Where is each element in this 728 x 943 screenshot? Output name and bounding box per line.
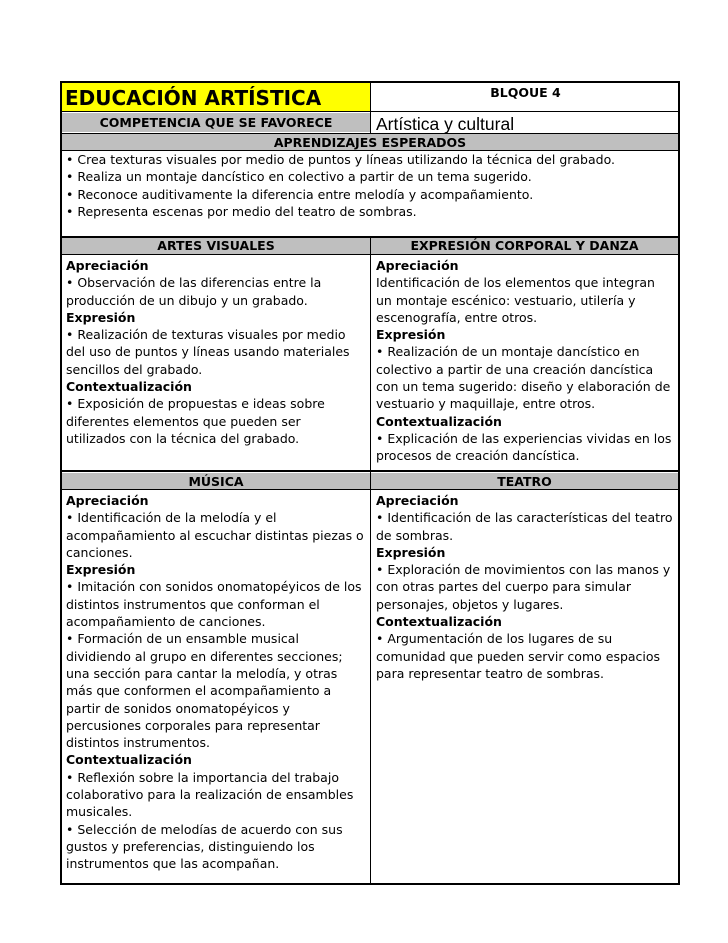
section-heading: Contextualización [376,413,502,429]
content-line: • Formación de un ensamble musical [66,631,299,647]
competency-value: Artística y cultural [376,114,515,134]
content-line: comunidad que pueden servir como espacios [376,648,661,664]
content-line: distintos instrumentos que conforman el [66,596,320,612]
content-line: del uso de puntos y líneas usando materiales [66,344,350,360]
content-line: con un tema sugerido: diseño y elaboración de [376,379,671,395]
dance-heading: EXPRESIÓN CORPORAL Y DANZA [371,238,678,254]
content-line: • Explicación de las experiencias vividas en los [376,430,672,446]
content-line: acompañamiento al escuchar distintas piezas o [66,527,364,543]
content-line: con otras partes del cuerpo para simular [376,579,632,595]
theater-heading: TEATRO [371,473,678,490]
content-line: escenografía, entre otros. [376,309,538,325]
content-line: diferentes elementos que pueden ser [66,413,301,429]
list-item: • Realiza un montaje dancístico en colectivo a partir de un tema sugerido. [66,169,532,185]
visual-arts-heading: ARTES VISUALES [62,238,370,254]
expected-learning-heading: APRENDIZAJES ESPERADOS [62,134,678,151]
section-heading: Expresión [376,544,446,560]
content-line: canciones. [66,544,133,560]
content-line: distintos instrumentos. [66,735,210,751]
content-line: más que conformen el acompañamiento a [66,683,332,699]
content-line: colaborativo para la realización de ensambles [66,787,354,803]
content-line: de sombras. [376,527,454,543]
section-heading: Apreciación [376,258,459,273]
competency-label: COMPETENCIA QUE SE FAVORECE [62,113,370,132]
list-item: • Crea texturas visuales por medio de puntos y líneas utilizando la técnica del grabado. [66,152,615,167]
expected-learning-list [62,151,678,237]
planning-table [60,81,680,885]
content-line: una sección para cantar la melodía, y otras [66,665,338,681]
section-heading: Apreciación [376,493,459,508]
content-line: Identificación de los elementos que integran [376,275,655,291]
section-heading: Contextualización [376,614,502,630]
block-label: BLQOUE 4 [490,85,561,100]
content-line: • Identificación de la melodía y el [66,510,277,526]
content-line: • Reflexión sobre la importancia del trabajo [66,769,339,785]
section-heading: Expresión [376,327,446,343]
content-line: para representar teatro de sombras. [376,665,605,681]
music-content [62,490,370,883]
section-heading: Apreciación [66,258,149,273]
content-line: • Realización de texturas visuales por medio [66,327,346,343]
content-line: sencillos del grabado. [66,361,203,377]
list-item: • Reconoce auditivamente la diferencia entre melodía y acompañamiento. [66,186,534,202]
section-heading: Expresión [66,562,136,578]
subject-title: EDUCACIÓN ARTÍSTICA [62,83,370,112]
content-line: vestuario y maquillaje, entre otros. [376,396,596,412]
content-line: utilizados con la técnica del grabado. [66,430,300,446]
content-line: producción de un dibujo y un grabado. [66,292,308,308]
content-line: • Selección de melodías de acuerdo con sus [66,821,343,837]
content-line: dividiendo al grupo en diferentes secciones; [66,648,343,664]
content-line: • Exposición de propuestas e ideas sobre [66,396,325,412]
content-line: instrumentos que las acompañan. [66,856,280,872]
content-line: partir de sonidos onomatopéyicos y [66,700,290,716]
content-line: colectivo a partir de una creación dancística [376,361,654,377]
content-line: • Observación de las diferencias entre la [66,275,322,291]
section-heading: Contextualización [66,379,192,395]
content-line: • Argumentación de los lugares de su [376,631,613,647]
content-line: acompañamiento de canciones. [66,614,266,630]
dance-content [372,255,678,468]
content-line: • Realización de un montaje dancístico en [376,344,640,360]
section-heading: Expresión [66,309,136,325]
content-line: • Identificación de las características del teatro [376,510,673,526]
divider [370,236,371,883]
section-heading: Contextualización [66,752,192,768]
content-line: • Imitación con sonidos onomatopéyicos de los [66,579,362,595]
section-heading: Apreciación [66,493,149,508]
visual-arts-content [62,255,370,468]
divider [370,83,371,134]
theater-content [372,490,678,883]
list-item: • Representa escenas por medio del teatro de sombras. [66,203,417,219]
content-line: procesos de creación dancística. [376,448,580,464]
content-line: percusiones corporales para representar [66,717,320,733]
music-heading: MÚSICA [62,473,370,490]
content-line: un montaje escénico: vestuario, utilería y [376,292,636,308]
content-line: • Exploración de movimientos con las manos y [376,562,671,578]
content-line: personajes, objetos y lugares. [376,596,564,612]
divider [62,150,678,151]
content-line: gustos y preferencias, distinguiendo los [66,838,315,854]
content-line: musicales. [66,804,133,820]
